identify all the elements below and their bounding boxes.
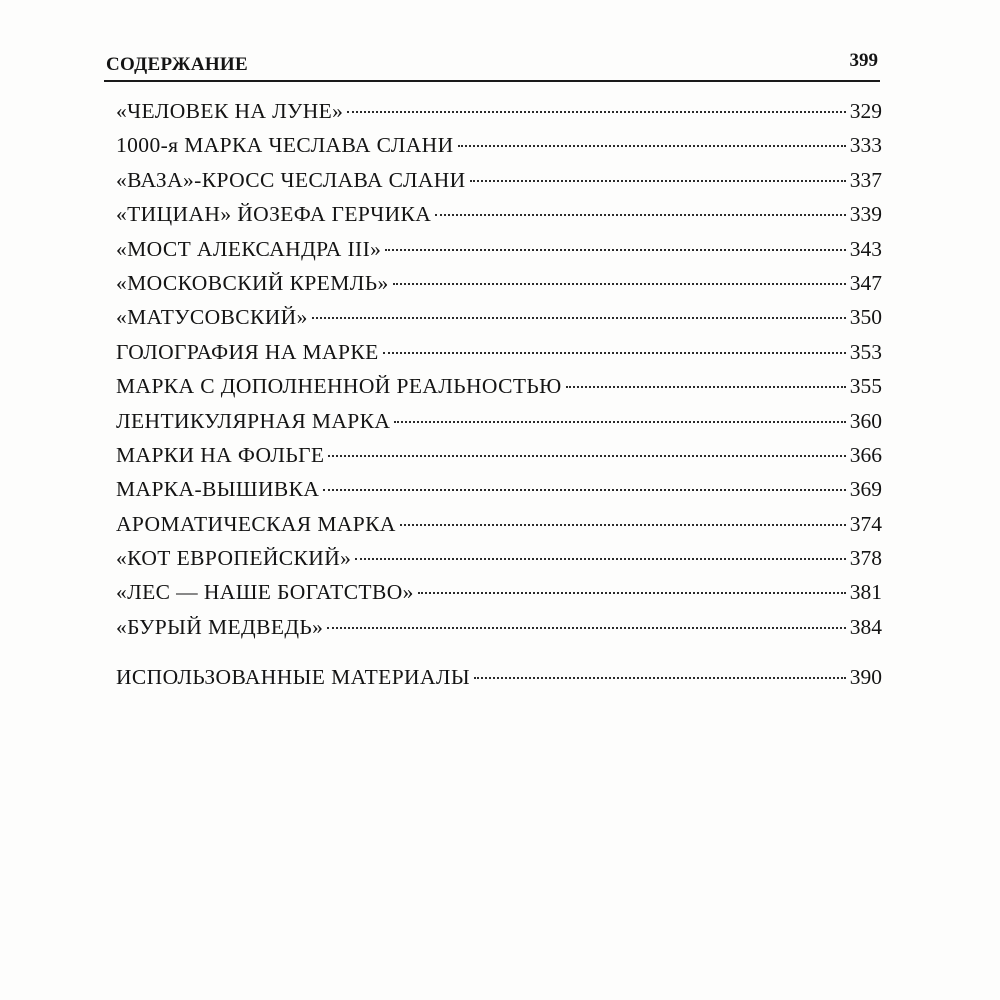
toc-entry [116,660,882,694]
toc-entry-page: 329 [849,99,882,123]
toc-entry-title: «ВАЗА»-КРОСС ЧЕСЛАВА СЛАНИ [116,167,466,192]
toc-entry [116,438,882,472]
toc-entry [116,541,882,575]
toc-entry [116,94,882,128]
toc-entry-title: МАРКА-ВЫШИВКА [116,477,320,502]
dot-leader [355,558,845,560]
running-head [106,50,878,80]
toc-entry-page: 333 [849,133,882,158]
toc-entry-page: 343 [849,236,882,261]
toc-entry-title: ГОЛОГРАФИЯ НА МАРКЕ [116,339,379,364]
toc-entry-page: 355 [849,374,882,399]
toc-entry-title: 1000-я МАРКА ЧЕСЛАВА СЛАНИ [116,133,454,158]
toc-entry [116,507,882,541]
section-title: СОДЕРЖАНИЕ [106,54,248,75]
toc-entry-page: 384 [849,614,882,639]
toc-entry [116,369,882,403]
toc-entry-page: 347 [849,270,882,295]
dot-leader [474,677,846,679]
toc-entry [116,335,882,369]
dot-leader [458,145,846,147]
toc-entry-title: «МОСТ АЛЕКСАНДРА III» [116,236,382,261]
dot-leader [566,386,846,388]
dot-leader [385,249,845,251]
toc-entry-page: 378 [849,546,882,571]
toc-entry-title: АРОМАТИЧЕСКАЯ МАРКА [116,511,396,536]
toc-entry [116,232,882,266]
dot-leader [418,592,846,594]
toc-entry [116,472,882,506]
dot-leader [312,317,846,319]
toc-entry-title: МАРКИ НА ФОЛЬГЕ [116,442,325,467]
toc-entry [116,575,882,609]
dot-leader [394,421,845,423]
dot-leader [470,180,846,182]
dot-leader [327,627,845,629]
toc-entry-page: 369 [849,477,882,502]
toc-entry-page: 350 [849,305,882,330]
dot-leader [383,352,846,354]
toc-entry-title: ЛЕНТИКУЛЯРНАЯ МАРКА [116,408,391,433]
toc-entry-page: 381 [849,580,882,605]
toc-entry-title: «МОСКОВСКИЙ КРЕМЛЬ» [116,270,389,295]
toc-entry-title: «ЛЕС — НАШЕ БОГАТСТВО» [116,580,414,605]
dot-leader [400,524,846,526]
toc-entry-title: ИСПОЛЬЗОВАННЫЕ МАТЕРИАЛЫ [116,665,471,690]
toc-entry-title: «МАТУСОВСКИЙ» [116,305,308,330]
toc-entry [116,300,882,334]
toc-entry-page: 353 [849,339,882,364]
toc-entry [116,128,882,162]
toc-entry [116,404,882,438]
toc-entry-title: «БУРЫЙ МЕДВЕДЬ» [116,614,324,639]
page-number: 399 [849,50,878,71]
toc-entry [116,197,882,231]
dot-leader [323,489,845,491]
toc-entry [116,266,882,300]
toc-entry-title: «КОТ ЕВРОПЕЙСКИЙ» [116,546,352,571]
toc-entry-page: 337 [849,167,882,192]
table-of-contents [116,94,882,695]
toc-entry-page: 360 [849,408,882,433]
dot-leader [393,283,846,285]
dot-leader [435,214,846,216]
toc-entry-title: «ЧЕЛОВЕК НА ЛУНЕ» [116,99,344,123]
dot-leader [347,111,845,113]
toc-entry [116,610,882,644]
toc-entry-page: 390 [849,665,882,690]
toc-entry-page: 374 [849,511,882,536]
toc-entry-page: 366 [849,442,882,467]
toc-entry-title: «ТИЦИАН» ЙОЗЕФА ГЕРЧИКА [116,202,432,227]
toc-entry-title: МАРКА С ДОПОЛНЕННОЙ РЕАЛЬНОСТЬЮ [116,374,562,399]
toc-entry [116,163,882,197]
header-rule [104,80,880,82]
dot-leader [328,455,845,457]
toc-entry-page: 339 [849,202,882,227]
